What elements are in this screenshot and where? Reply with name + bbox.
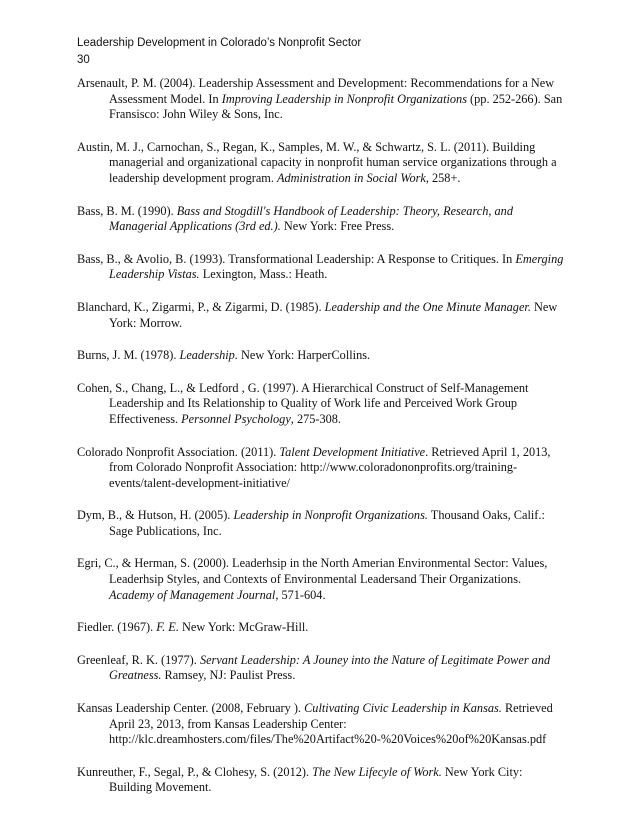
reference-text: New York: McGraw-Hill. xyxy=(178,620,309,635)
reference-entry xyxy=(77,620,565,636)
running-title: Leadership Development in Colorado’s Nonprofit Sector xyxy=(77,37,362,49)
reference-title: The New Lifecyle of Work. xyxy=(312,764,442,779)
reference-title: Improving Leadership in Nonprofit Organizations xyxy=(221,91,467,106)
reference-entry xyxy=(77,556,565,603)
reference-text: , 275-308. xyxy=(290,411,342,426)
reference-entry xyxy=(77,252,565,283)
page-number: 30 xyxy=(77,54,90,66)
reference-text: Austin, M. J., Carnochan, S., Regan, K., Samples, M. W., & Schwartz, S. L. (2011). Building managerial and organizational capacity in nonprofit human service organizations through a leadership development program. xyxy=(77,139,557,185)
reference-text: , 258+. xyxy=(425,170,461,185)
reference-entry xyxy=(77,204,565,235)
reference-entry xyxy=(77,653,565,684)
reference-text: . Retrieved April 1, 2013, from Colorado Nonprofit Association: http://www.coloradononprofits.org/training-events/talent-development-initiative/ xyxy=(109,444,551,490)
reference-text: New York: Free Press. xyxy=(280,219,395,234)
reference-text: Colorado Nonprofit Association. (2011). xyxy=(77,444,280,459)
reference-text: Kansas Leadership Center. (2008, February ). xyxy=(77,701,305,716)
reference-text: Blanchard, K., Zigarmi, P., & Zigarmi, D. (1985). xyxy=(77,299,325,314)
reference-entry xyxy=(77,701,565,748)
reference-title: F. E. xyxy=(156,620,179,635)
reference-title: Emerging Leadership Vistas. xyxy=(109,251,564,282)
reference-title: Administration in Social Work xyxy=(277,170,426,185)
reference-text: , 571-604. xyxy=(275,587,326,602)
reference-text: Arsenault, P. M. (2004). Leadership Assessment and Development: Recommendations for a New Assessment Model. In xyxy=(77,76,555,106)
reference-text: New York City: Building Movement. xyxy=(109,764,523,795)
reference-title: Bass and Stogdill's Handbook of Leadership: Theory, Research, and Managerial Applications (3rd ed.). xyxy=(109,203,513,234)
reference-entry xyxy=(77,381,565,428)
reference-title: Leadership and the One Minute Manager. xyxy=(324,299,531,314)
reference-text: Fiedler. (1967). xyxy=(77,620,157,635)
reference-text: Cohen, S., Chang, L., & Ledford , G. (1997). A Hierarchical Construct of Self-Management Leadership and Its Relationship to Quality of Work life and Perceived Work Group Effectiveness. xyxy=(77,380,529,426)
reference-title: Leadership. xyxy=(179,348,238,363)
reference-title: Personnel Psychology xyxy=(181,411,291,426)
reference-entry xyxy=(77,76,565,123)
reference-title: Leadership in Nonprofit Organizations. xyxy=(233,508,428,523)
reference-title: Cultivating Civic Leadership in Kansas. xyxy=(304,701,502,716)
reference-text: Bass, B. M. (1990). xyxy=(77,203,177,218)
reference-text: (pp. 252-266). San Fransisco: John Wiley & Sons, Inc. xyxy=(109,91,563,122)
reference-text: Egri, C., & Herman, S. (2000). Leaderhsip in the North Amerian Environmental Sector: Values, Leaderhsip Styles, and Contexts of Environmental Leadersand Their Organizations. xyxy=(77,556,548,587)
reference-text: Kunreuther, F., Segal, P., & Clohesy, S. (2012). xyxy=(77,764,313,779)
reference-entry xyxy=(77,765,565,796)
reference-text: New York: HarperCollins. xyxy=(237,348,371,363)
reference-entry xyxy=(77,508,565,539)
reference-text: Ramsey, NJ: Paulist Press. xyxy=(161,668,296,683)
reference-entry xyxy=(77,348,565,364)
reference-title: Servant Leadership: A Jouney into the Nature of Legitimate Power and Greatness. xyxy=(109,652,551,683)
reference-text: Greenleaf, R. K. (1977). xyxy=(77,652,200,667)
reference-title: Academy of Management Journal xyxy=(109,587,276,602)
reference-title: Talent Development Initiative xyxy=(279,444,426,459)
reference-text: Thousand Oaks, Calif.: Sage Publications, Inc. xyxy=(109,508,545,538)
reference-text: Lexington, Mass.: Heath. xyxy=(199,267,328,282)
reference-entry xyxy=(77,140,565,187)
reference-list xyxy=(77,76,565,813)
reference-text: Burns, J. M. (1978). xyxy=(77,348,180,363)
reference-entry xyxy=(77,445,565,492)
reference-text: Dym, B., & Hutson, H. (2005). xyxy=(77,508,234,523)
running-header xyxy=(77,35,361,69)
reference-text: Bass, B., & Avolio, B. (1993). Transformational Leadership: A Response to Critiques. In xyxy=(77,251,516,266)
reference-entry xyxy=(77,300,565,331)
reference-text: New York: Morrow. xyxy=(109,299,558,330)
reference-text: Retrieved April 23, 2013, from Kansas Leadership Center: http://klc.dreamhosters.com/files/The%20Artifact%20-%20Voices%20of%20Kansas.pdf xyxy=(109,701,553,747)
